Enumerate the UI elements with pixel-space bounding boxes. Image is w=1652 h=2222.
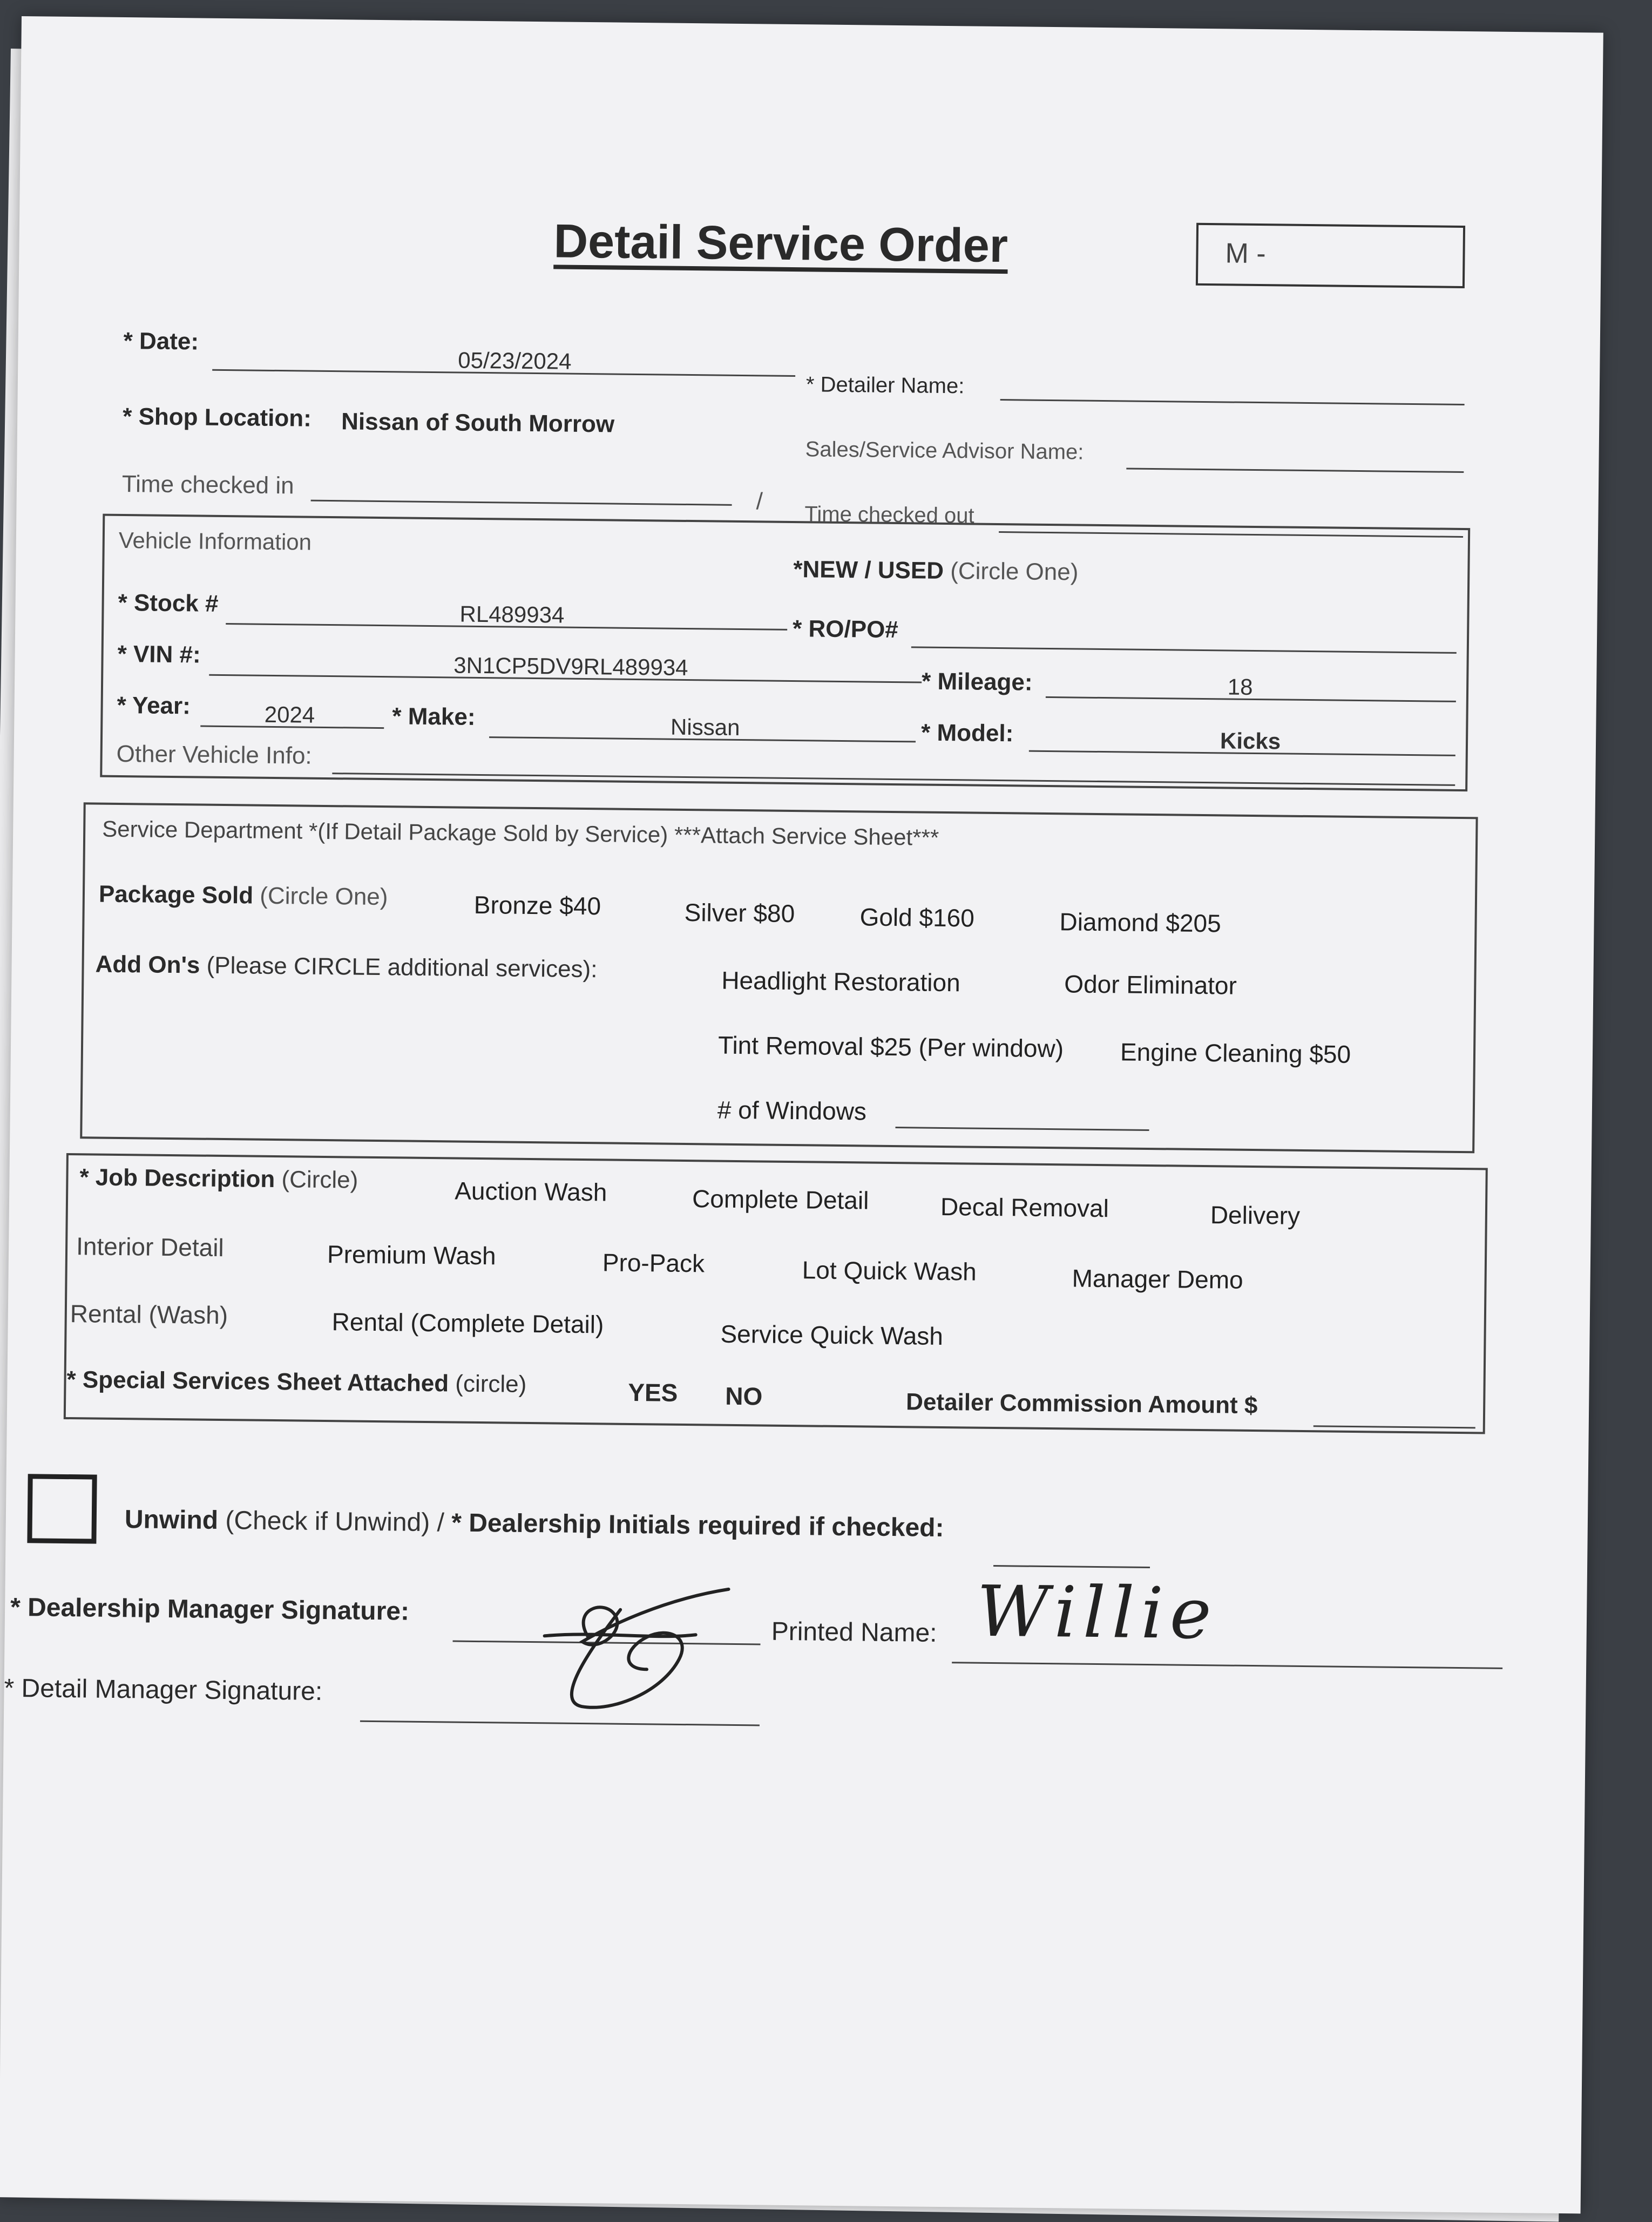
job-service-quick-wash[interactable]: Service Quick Wash [720, 1319, 944, 1351]
special-services-no[interactable]: NO [725, 1381, 763, 1411]
detailer-name-line[interactable] [1000, 399, 1465, 405]
vin-value[interactable]: 3N1CP5DV9RL489934 [453, 652, 688, 680]
add-ons-label: Add On's (Please CIRCLE additional services): [95, 951, 598, 983]
order-number-prefix: M - [1225, 238, 1266, 270]
time-checked-in-line[interactable] [311, 500, 732, 506]
model-value[interactable]: Kicks [1220, 728, 1281, 754]
mileage-label: * Mileage: [921, 668, 1033, 696]
shop-location-value[interactable]: Nissan of South Morrow [341, 408, 615, 438]
stock-label: * Stock # [118, 589, 219, 617]
year-label: * Year: [117, 692, 191, 720]
job-pro-pack[interactable]: Pro-Pack [602, 1248, 705, 1278]
unwind-checkbox[interactable] [27, 1474, 97, 1543]
addon-engine-cleaning[interactable]: Engine Cleaning $50 [1120, 1038, 1351, 1068]
make-value[interactable]: Nissan [670, 714, 740, 741]
package-bronze[interactable]: Bronze $40 [473, 890, 601, 920]
job-manager-demo[interactable]: Manager Demo [1072, 1264, 1243, 1294]
detailer-name-label: * Detailer Name: [805, 372, 965, 398]
package-silver[interactable]: Silver $80 [684, 898, 795, 928]
form-title: Detail Service Order [553, 214, 1008, 273]
mileage-value[interactable]: 18 [1227, 674, 1253, 700]
time-separator: / [756, 488, 763, 515]
vin-label: * VIN #: [117, 640, 201, 668]
advisor-name-label: Sales/Service Advisor Name: [805, 437, 1084, 464]
dealership-initials-line[interactable] [993, 1565, 1150, 1568]
printed-name-value[interactable]: Willie [976, 1570, 1218, 1655]
job-rental-complete-detail[interactable]: Rental (Complete Detail) [331, 1308, 604, 1339]
detail-manager-signature-label: * Detail Manager Signature: [4, 1674, 323, 1706]
ro-po-label: * RO/PO# [792, 615, 899, 643]
printed-name-line [952, 1662, 1502, 1669]
new-used-field[interactable]: *NEW / USED (Circle One) [793, 556, 1079, 586]
shop-location-label: * Shop Location: [122, 403, 312, 432]
addon-headlight-restoration[interactable]: Headlight Restoration [721, 966, 960, 997]
special-services-label: * Special Services Sheet Attached (circle) [66, 1366, 527, 1398]
detail-manager-signature-line[interactable] [360, 1720, 760, 1726]
stock-value[interactable]: RL489934 [459, 601, 565, 628]
date-label: * Date: [123, 328, 199, 355]
model-label: * Model: [920, 719, 1014, 747]
time-checked-out-label: Time checked out [804, 502, 974, 528]
vehicle-info-heading: Vehicle Information [118, 527, 312, 555]
time-checked-in-label: Time checked in [121, 470, 294, 499]
job-interior-detail[interactable]: Interior Detail [76, 1232, 224, 1262]
job-rental-wash[interactable]: Rental (Wash) [70, 1299, 228, 1330]
job-complete-detail[interactable]: Complete Detail [692, 1184, 869, 1215]
job-lot-quick-wash[interactable]: Lot Quick Wash [802, 1256, 977, 1286]
form-sheet [0, 16, 1603, 2213]
job-premium-wash[interactable]: Premium Wash [327, 1240, 496, 1270]
order-number-box[interactable] [1196, 223, 1465, 288]
package-sold-label: Package Sold (Circle One) [98, 880, 388, 911]
other-vehicle-info-label: Other Vehicle Info: [116, 740, 312, 769]
windows-count-label: # of Windows [717, 1095, 867, 1126]
make-label: * Make: [392, 703, 476, 730]
printed-name-label: Printed Name: [771, 1617, 937, 1648]
job-auction-wash[interactable]: Auction Wash [454, 1176, 607, 1207]
package-gold[interactable]: Gold $160 [859, 903, 975, 932]
dealership-manager-signature-label: * Dealership Manager Signature: [10, 1593, 410, 1626]
addon-odor-eliminator[interactable]: Odor Eliminator [1064, 970, 1237, 1000]
service-department-heading: Service Department *(If Detail Package Sold by Service) ***Attach Service Sheet*** [102, 816, 939, 850]
advisor-name-line[interactable] [1126, 468, 1464, 473]
date-value[interactable]: 05/23/2024 [458, 347, 572, 374]
detailer-commission-label: Detailer Commission Amount $ [905, 1388, 1258, 1419]
job-decal-removal[interactable]: Decal Removal [940, 1192, 1109, 1223]
job-delivery[interactable]: Delivery [1210, 1201, 1301, 1230]
addon-tint-removal[interactable]: Tint Removal $25 (Per window) [717, 1031, 1064, 1063]
unwind-label: Unwind (Check if Unwind) / * Dealership Initials required if checked: [124, 1505, 944, 1543]
special-services-yes[interactable]: YES [628, 1378, 678, 1407]
year-value[interactable]: 2024 [264, 701, 315, 728]
job-description-label: * Job Description (Circle) [79, 1164, 358, 1194]
package-diamond[interactable]: Diamond $205 [1059, 907, 1222, 938]
dealership-manager-signature-icon [522, 1576, 767, 1719]
